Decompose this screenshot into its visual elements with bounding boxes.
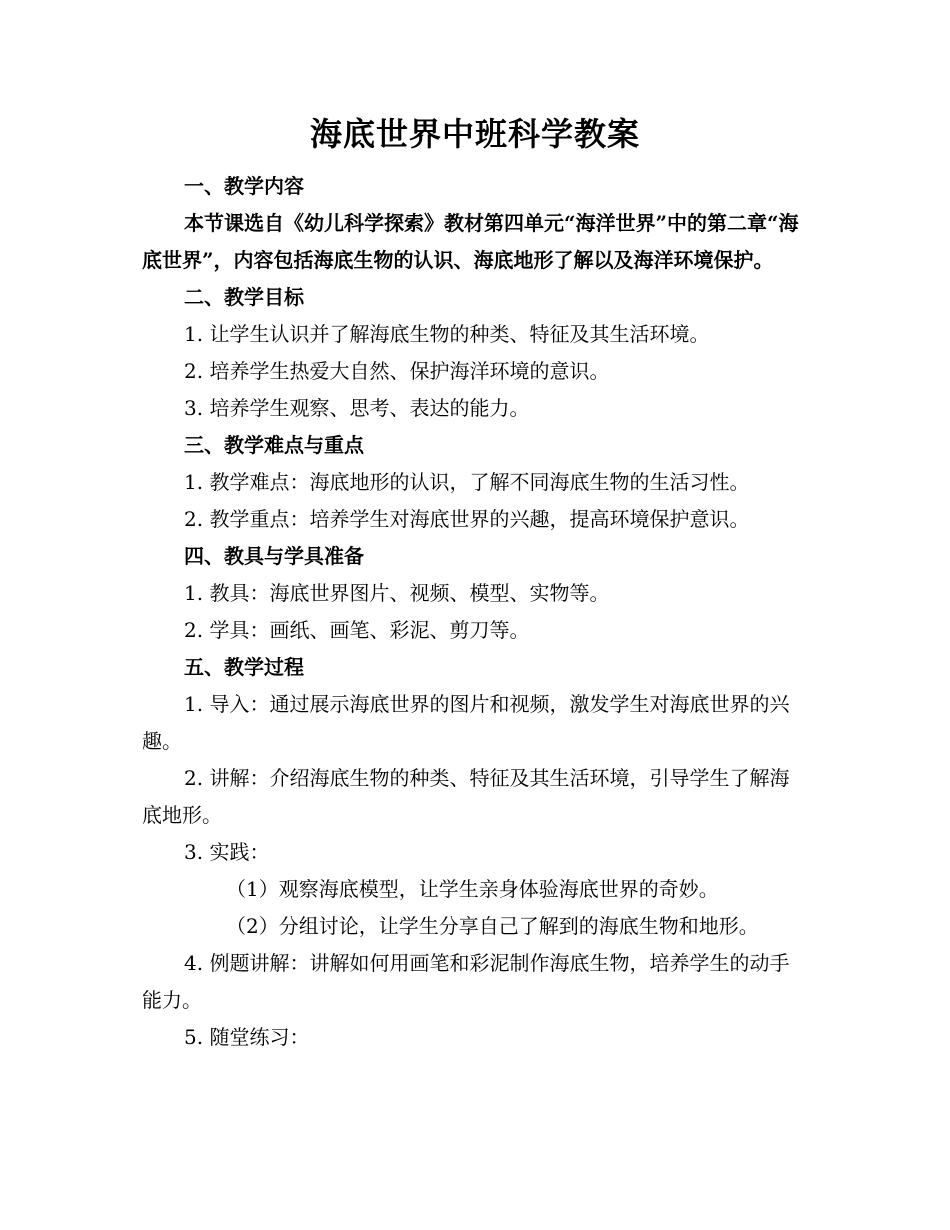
- objective-item-2: 2. 培养学生热爱大自然、保护海洋环境的意识。: [184, 359, 610, 383]
- section-heading-materials: 四、教具与学具准备: [184, 544, 364, 568]
- key-point-item-2: 2. 教学重点：培养学生对海底世界的兴趣，提高环境保护意识。: [184, 507, 750, 531]
- section-heading-key-points: 三、教学难点与重点: [184, 433, 364, 457]
- section-heading-content: 一、教学内容: [184, 174, 304, 198]
- section-content-paragraph: 本节课选自《幼儿科学探索》教材第四单元“海洋世界”中的第二章“海底世界”，内容包括海底生物的认识、海底地形了解以及海洋环境保护。: [142, 211, 799, 272]
- process-item-5: 5. 随堂练习：: [184, 1025, 310, 1049]
- materials-item-1: 1. 教具：海底世界图片、视频、模型、实物等。: [184, 581, 610, 605]
- process-subitem-2: （2）分组讨论，让学生分享自己了解到的海底生物和地形。: [226, 914, 759, 938]
- section-heading-objectives: 二、教学目标: [184, 285, 304, 309]
- process-subitem-1: （1）观察海底模型，让学生亲身体验海底世界的奇妙。: [226, 877, 719, 901]
- materials-item-2: 2. 学具：画纸、画笔、彩泥、剪刀等。: [184, 618, 530, 642]
- section-heading-process: 五、教学过程: [184, 655, 304, 679]
- key-point-item-1: 1. 教学难点：海底地形的认识，了解不同海底生物的生活习性。: [184, 470, 750, 494]
- document-title: 海底世界中班科学教案: [309, 115, 640, 153]
- process-item-4: 4. 例题讲解：讲解如何用画笔和彩泥制作海底生物，培养学生的动手能力。: [142, 951, 790, 1012]
- process-item-2: 2. 讲解：介绍海底生物的种类、特征及其生活环境，引导学生了解海底地形。: [142, 766, 790, 827]
- process-item-3: 3. 实践：: [184, 840, 270, 864]
- objective-item-3: 3. 培养学生观察、思考、表达的能力。: [184, 396, 530, 420]
- document-body: [142, 168, 808, 1056]
- objective-item-1: 1. 让学生认识并了解海底生物的种类、特征及其生活环境。: [184, 322, 710, 346]
- process-item-1: 1. 导入：通过展示海底世界的图片和视频，激发学生对海底世界的兴趣。: [142, 692, 790, 753]
